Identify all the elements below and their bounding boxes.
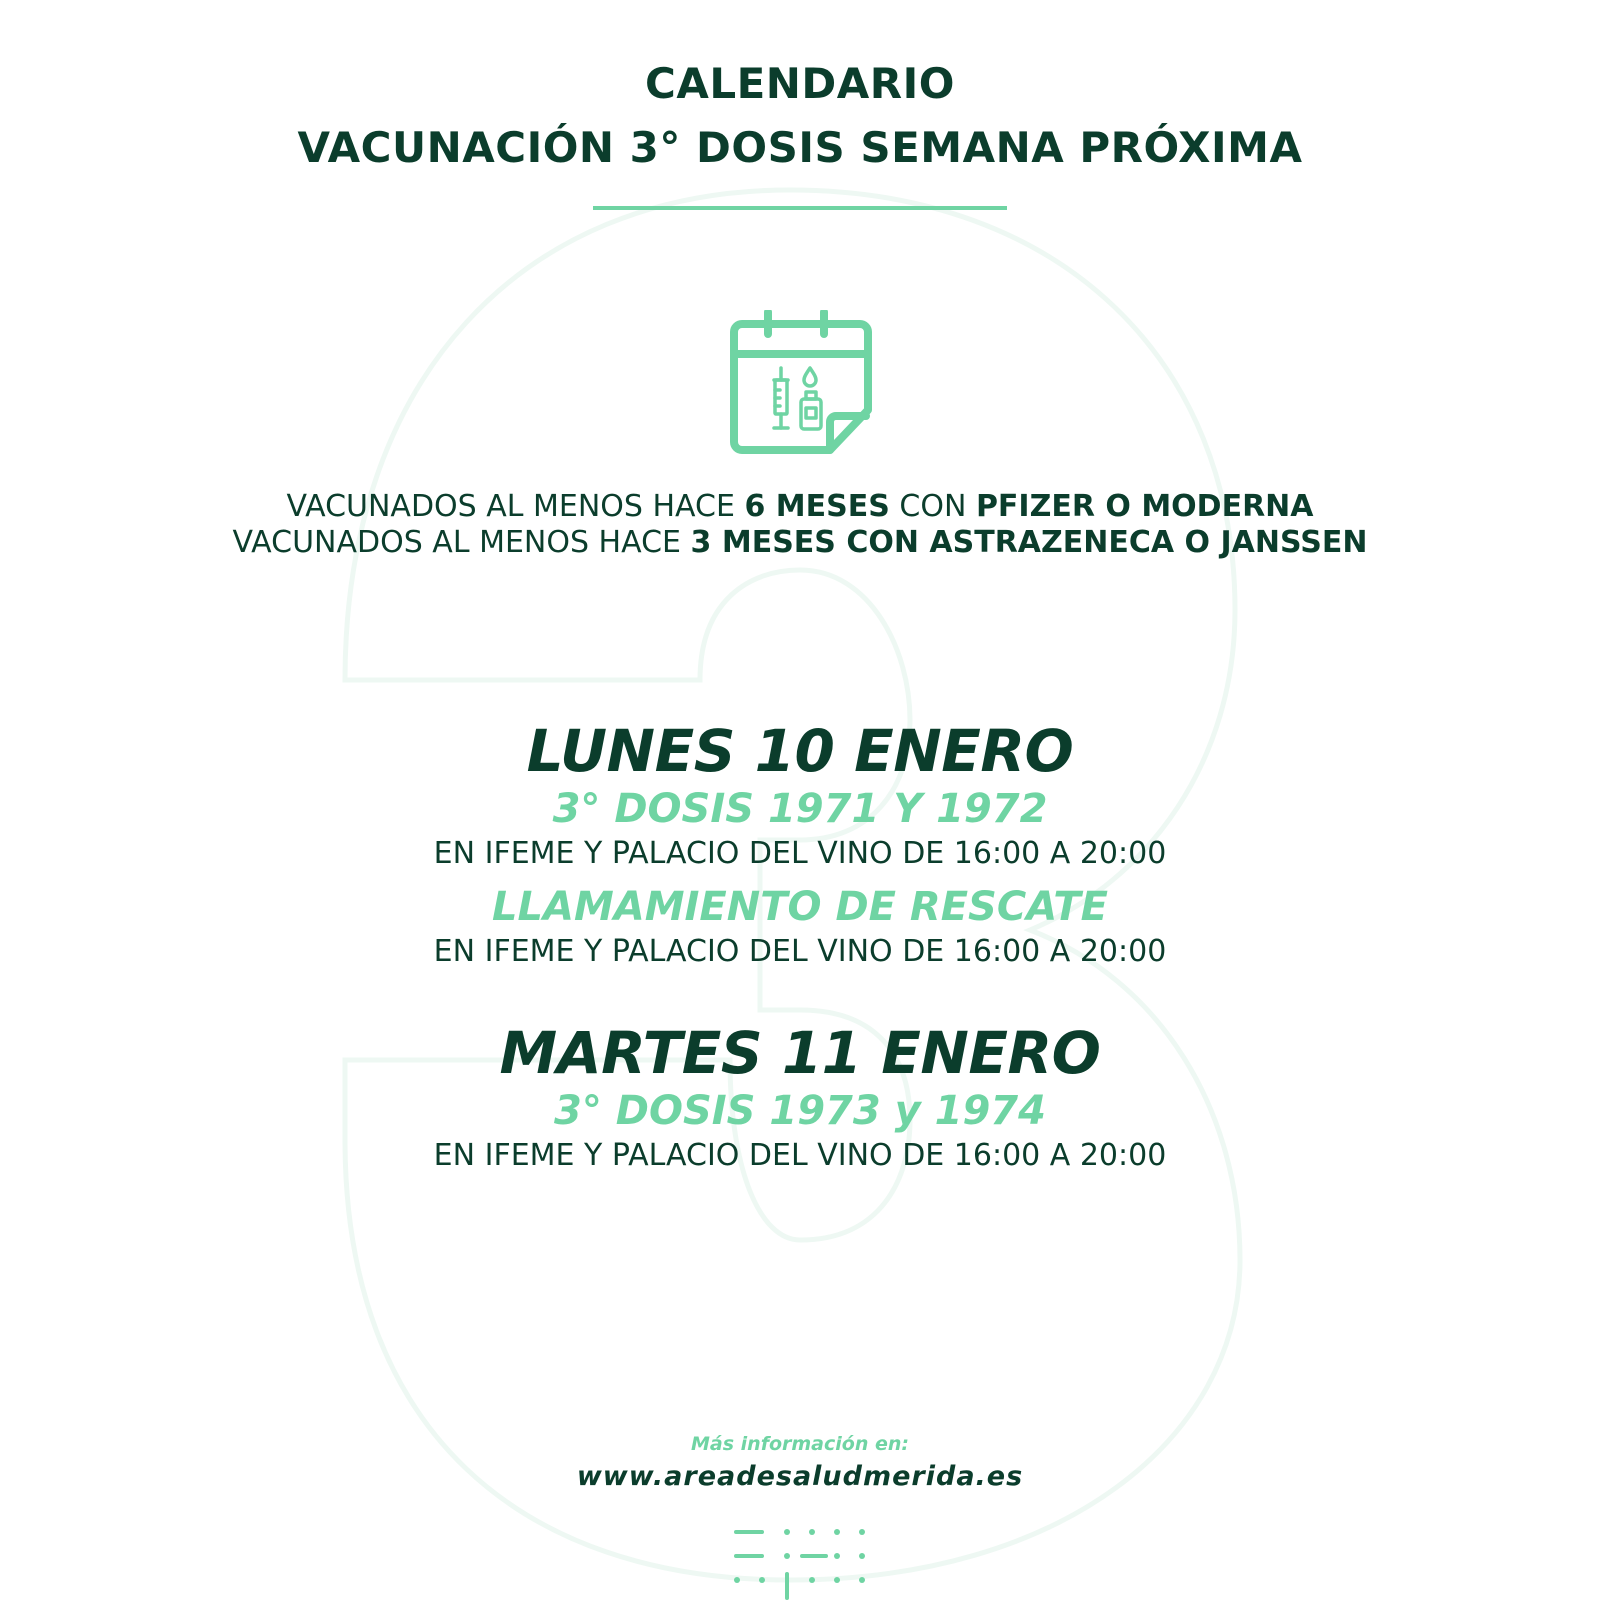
eligibility-1-months: 6 MESES [744,489,890,524]
footer [0,1431,1600,1497]
day-title-tuesday: MARTES 11 ENERO [499,1019,1101,1087]
venue-tuesday-1: EN IFEME Y PALACIO DEL VINO DE 16:00 A 20:00 [433,1138,1167,1173]
header [0,52,1600,180]
eligibility-text [0,489,1600,561]
group-rescue-call: LLAMAMIENTO DE RESCATE [492,884,1108,930]
venue-monday-2: EN IFEME Y PALACIO DEL VINO DE 16:00 A 20:00 [433,934,1167,969]
website-link[interactable]: www.areadesaludmerida.es [576,1461,1024,1492]
day-title-monday: LUNES 10 ENERO [526,717,1074,785]
title-calendario: CALENDARIO [645,59,955,108]
day-monday [0,718,1600,980]
more-info-label: Más información en: [691,1433,909,1455]
eligibility-2-prefix: VACUNADOS AL MENOS HACE [232,525,691,560]
day-tuesday [0,1020,1600,1184]
header-divider [593,206,1007,210]
eligibility-1-middle: CON [889,489,976,524]
group-dose-1973-1974: 3° DOSIS 1973 y 1974 [554,1088,1046,1134]
dotted-logo-icon [725,1520,875,1600]
eligibility-2-rest: 3 MESES CON ASTRAZENECA O JANSSEN [690,525,1368,560]
eligibility-1-vaccines: PFIZER O MODERNA [975,489,1314,524]
title-vaccination-week: VACUNACIÓN 3° DOSIS SEMANA PRÓXIMA [297,123,1303,172]
eligibility-line-1 [0,489,1600,525]
venue-monday-1: EN IFEME Y PALACIO DEL VINO DE 16:00 A 20:00 [433,836,1167,871]
calendar-vaccine-icon [726,310,876,462]
group-dose-1971-1972: 3° DOSIS 1971 Y 1972 [552,786,1048,832]
eligibility-1-prefix: VACUNADOS AL MENOS HACE [286,489,745,524]
eligibility-line-2 [0,525,1600,561]
